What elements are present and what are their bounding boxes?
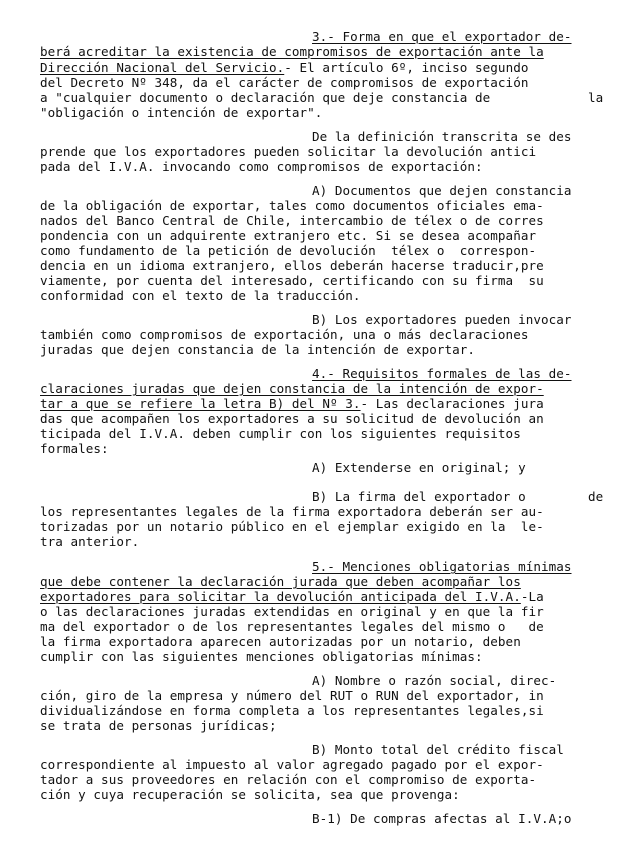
- section-5-item-b-line: correspondiente al impuesto al valor agregado pagado por el expor-: [40, 757, 544, 772]
- section-5-item-b-line: B) Monto total del crédito fiscal: [312, 742, 564, 757]
- section-3-heading-cont: berá acreditar la existencia de compromisos de exportación ante la: [40, 44, 544, 59]
- paragraph-b-line: B) Los exportadores pueden invocar: [312, 312, 572, 327]
- section-3-line: a "cualquier documento o declaración que deje constancia de: [40, 90, 491, 105]
- section-5-line: cumplir con las siguientes menciones obligatorias mínimas:: [40, 649, 483, 664]
- definition-paragraph-line: pada del I.V.A. invocando como compromisos de exportación:: [40, 159, 483, 174]
- section-3-line-tail: la: [588, 90, 604, 105]
- paragraph-a-line: pondencia con un adquirente extranjero etc. Si se desea acompañar: [40, 228, 537, 243]
- definition-paragraph-line: prende que los exportadores pueden solicitar la devolución antici: [40, 144, 537, 159]
- paragraph-a-line: viamente, por cuenta del interesado, certificando con su firma su: [40, 273, 544, 288]
- definition-paragraph-line: De la definición transcrita se des: [312, 129, 572, 144]
- section-4-heading-end: tar a que se refiere la letra B) del Nº 3.: [40, 396, 361, 411]
- section-3-heading-after: - El artículo 6º, inciso segundo: [284, 60, 529, 75]
- section-4-heading-line3: [40, 397, 544, 411]
- section-4-line: formales:: [40, 441, 109, 456]
- section-5-item-b1: B-1) De compras afectas al I.V.A;o: [312, 811, 572, 826]
- section-5-item-a-line: A) Nombre o razón social, direc-: [312, 673, 557, 688]
- section-5-heading-line3: [40, 590, 544, 604]
- section-5-item-a-line: dividualizándose en forma completa a los representantes legales,si: [40, 703, 544, 718]
- section-4-item-b-line-tail: de: [588, 489, 604, 504]
- section-5-item-a-line: ción, giro de la empresa y número del RUT o RUN del exportador, in: [40, 688, 544, 703]
- section-3-line: "obligación o intención de exportar".: [40, 105, 323, 120]
- section-4-item-a: A) Extenderse en original; y: [312, 460, 526, 475]
- section-3-heading-end: Dirección Nacional del Servicio.: [40, 60, 285, 75]
- paragraph-a-line: como fundamento de la petición de devolución télex o correspon-: [40, 243, 537, 258]
- section-4-heading: 4.- Requisitos formales de las de-: [312, 366, 572, 381]
- section-4-line: ticipada del I.V.A. deben cumplir con los siguientes requisitos: [40, 426, 521, 441]
- section-4-item-b-line: los representantes legales de la firma exportadora deberán ser au-: [40, 504, 544, 519]
- paragraph-b-line: también como compromisos de exportación, una o más declaraciones: [40, 327, 529, 342]
- section-4-item-b-line: torizadas por un notario público en el ejemplar exigido en la le-: [40, 519, 544, 534]
- section-5-line: la firma exportadora aparecen autorizadas por un notario, deben: [40, 634, 521, 649]
- section-5-heading: 5.- Menciones obligatorias mínimas: [312, 559, 572, 574]
- section-4-item-b-line: B) La firma del exportador o: [312, 489, 526, 504]
- section-5-line: o las declaraciones juradas extendidas en original y en que la fir: [40, 604, 544, 619]
- section-5-item-a-line: se trata de personas jurídicas;: [40, 718, 277, 733]
- section-3-line: del Decreto Nº 348, da el carácter de compromisos de exportación: [40, 75, 529, 90]
- section-5-item-b-line: ción y cuya recuperación se solicita, sea que provenga:: [40, 787, 460, 802]
- section-5-item-b-line: tador a sus proveedores en relación con el compromiso de exporta-: [40, 772, 537, 787]
- section-3-heading: 3.- Forma en que el exportador de-: [312, 29, 572, 44]
- paragraph-a-line: A) Documentos que dejen constancia: [312, 183, 572, 198]
- section-5-heading-end: exportadores para solicitar la devolución anticipada del I.V.A.: [40, 589, 521, 604]
- section-4-line: das que acompañen los exportadores a su solicitud de devolución an: [40, 411, 544, 426]
- paragraph-b-line: juradas que dejen constancia de la intención de exportar.: [40, 342, 476, 357]
- section-5-line: ma del exportador o de los representantes legales del mismo o de: [40, 619, 544, 634]
- section-5-heading-cont: que debe contener la declaración jurada que deben acompañar los: [40, 574, 521, 589]
- paragraph-a-line: nados del Banco Central de Chile, intercambio de télex o de corres: [40, 213, 544, 228]
- paragraph-a-line: conformidad con el texto de la traducción.: [40, 288, 361, 303]
- paragraph-a-line: de la obligación de exportar, tales como documentos oficiales ema-: [40, 198, 544, 213]
- section-4-heading-cont: claraciones juradas que dejen constancia de la intención de expor-: [40, 381, 544, 396]
- section-5-heading-after: -La: [520, 589, 544, 604]
- section-4-heading-after: - Las declaraciones jura: [360, 396, 544, 411]
- paragraph-a-line: dencia en un idioma extranjero, ellos deberán hacerse traducir,pre: [40, 258, 544, 273]
- section-3-heading-line3: [40, 61, 528, 75]
- section-4-item-b-line: tra anterior.: [40, 534, 140, 549]
